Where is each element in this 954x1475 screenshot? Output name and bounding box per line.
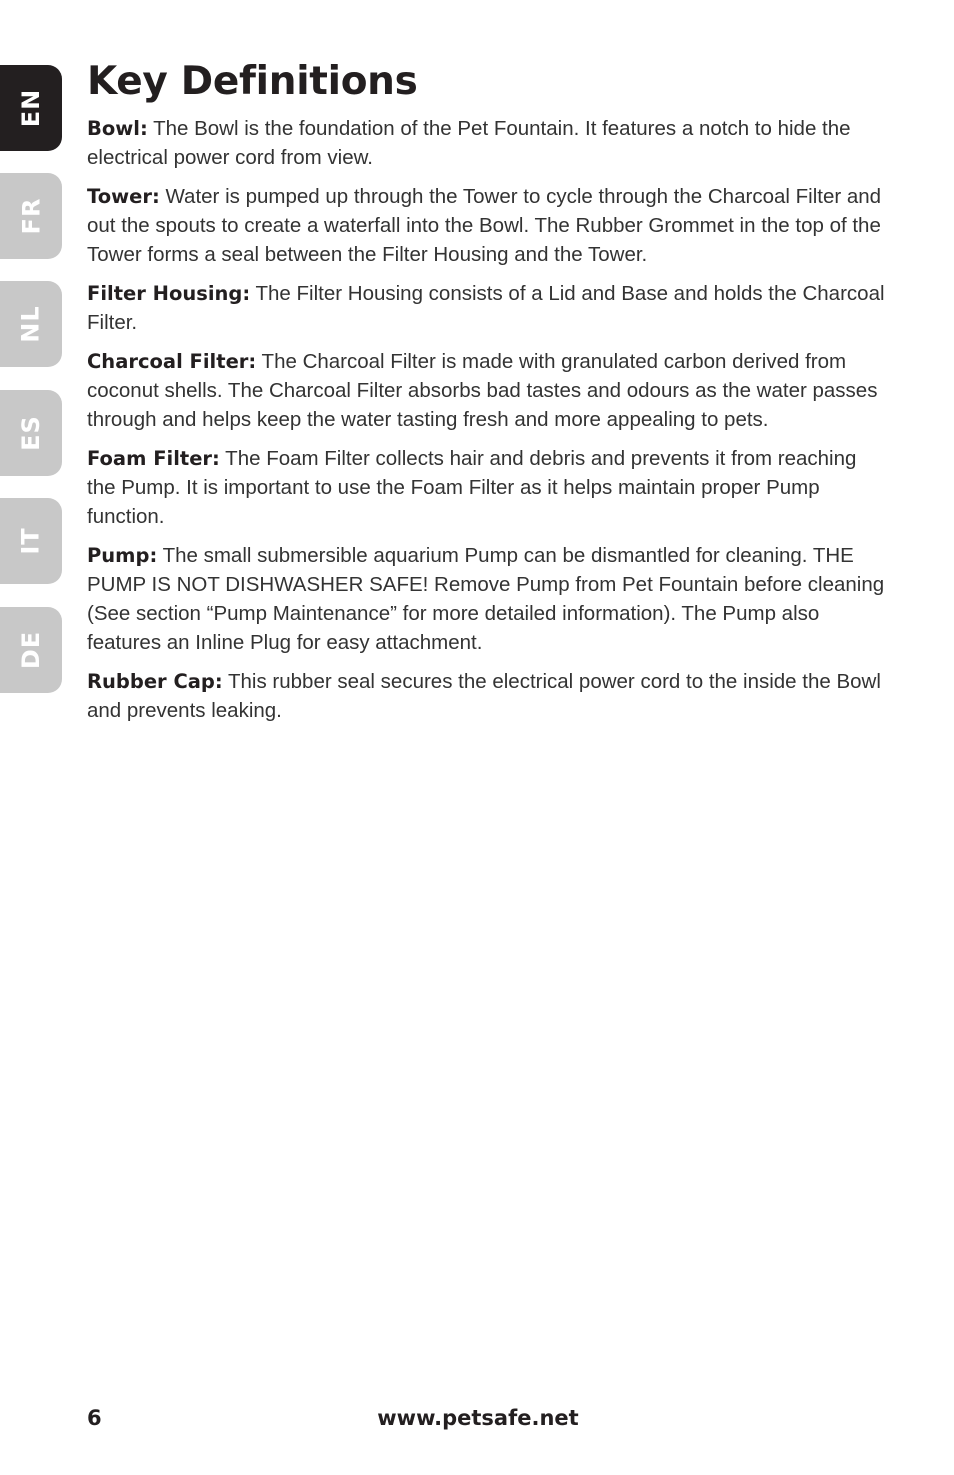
- definition-text: Water is pumped up through the Tower to cycle through the Charcoal Filter and out the spouts to create a waterfall into the Bowl. The Rubber Grommet in the top of the Tower forms a seal between the Filter Housing and the Tower.: [87, 185, 882, 266]
- definition-term: Pump:: [87, 544, 158, 567]
- language-tab-label: NL: [16, 305, 45, 343]
- language-tab-label: DE: [16, 630, 45, 670]
- definition-text: The Bowl is the foundation of the Pet Fountain. It features a notch to hide the electrical power cord from view.: [87, 117, 851, 169]
- definition-foam-filter: [87, 444, 887, 531]
- language-tab-fr[interactable]: [0, 173, 62, 259]
- definition-charcoal-filter: [87, 347, 887, 434]
- definition-term: Tower:: [87, 185, 160, 208]
- language-tab-de[interactable]: [0, 607, 62, 693]
- definition-filter-housing: [87, 279, 887, 337]
- definition-term: Rubber Cap:: [87, 670, 223, 693]
- definition-text: This rubber seal secures the electrical power cord to the inside the Bowl and prevents leaking.: [87, 670, 881, 722]
- language-tab-en[interactable]: [0, 65, 62, 151]
- page-title: Key Definitions: [87, 59, 418, 104]
- definition-pump: [87, 541, 887, 657]
- definition-text: The Charcoal Filter is made with granulated carbon derived from coconut shells. The Charcoal Filter absorbs bad tastes and odours as the water passes through and helps keep the water tasting fresh and more appealing to pets.: [87, 350, 878, 431]
- language-tab-label: EN: [16, 88, 45, 128]
- language-tab-label: ES: [17, 415, 45, 451]
- language-tab-es[interactable]: [0, 390, 62, 476]
- definition-term: Charcoal Filter:: [87, 350, 257, 373]
- language-tab-nl[interactable]: [0, 281, 62, 367]
- definition-term: Bowl:: [87, 117, 148, 140]
- definition-term: Filter Housing:: [87, 282, 251, 305]
- website-url: www.petsafe.net: [377, 1406, 579, 1430]
- language-tab-label: IT: [17, 527, 45, 555]
- page-number: 6: [87, 1406, 102, 1430]
- definition-rubber-cap: [87, 667, 887, 725]
- definition-text: The Filter Housing consists of a Lid and Base and holds the Charcoal Filter.: [87, 282, 885, 334]
- language-tab-label: FR: [17, 197, 45, 235]
- definition-term: Foam Filter:: [87, 447, 220, 470]
- definition-text: The Foam Filter collects hair and debris and prevents it from reaching the Pump. It is important to use the Foam Filter as it helps maintain proper Pump function.: [87, 447, 857, 528]
- definition-tower: [87, 182, 887, 269]
- definition-text: The small submersible aquarium Pump can be dismantled for cleaning. THE PUMP IS NOT DISHWASHER SAFE! Remove Pump from Pet Fountain before cleaning (See section “Pump Maintenance” for more detailed information). The Pump also features an Inline Plug for easy attachment.: [87, 544, 885, 654]
- language-tab-it[interactable]: [0, 498, 62, 584]
- definition-bowl: [87, 114, 887, 172]
- main-content: [87, 58, 887, 735]
